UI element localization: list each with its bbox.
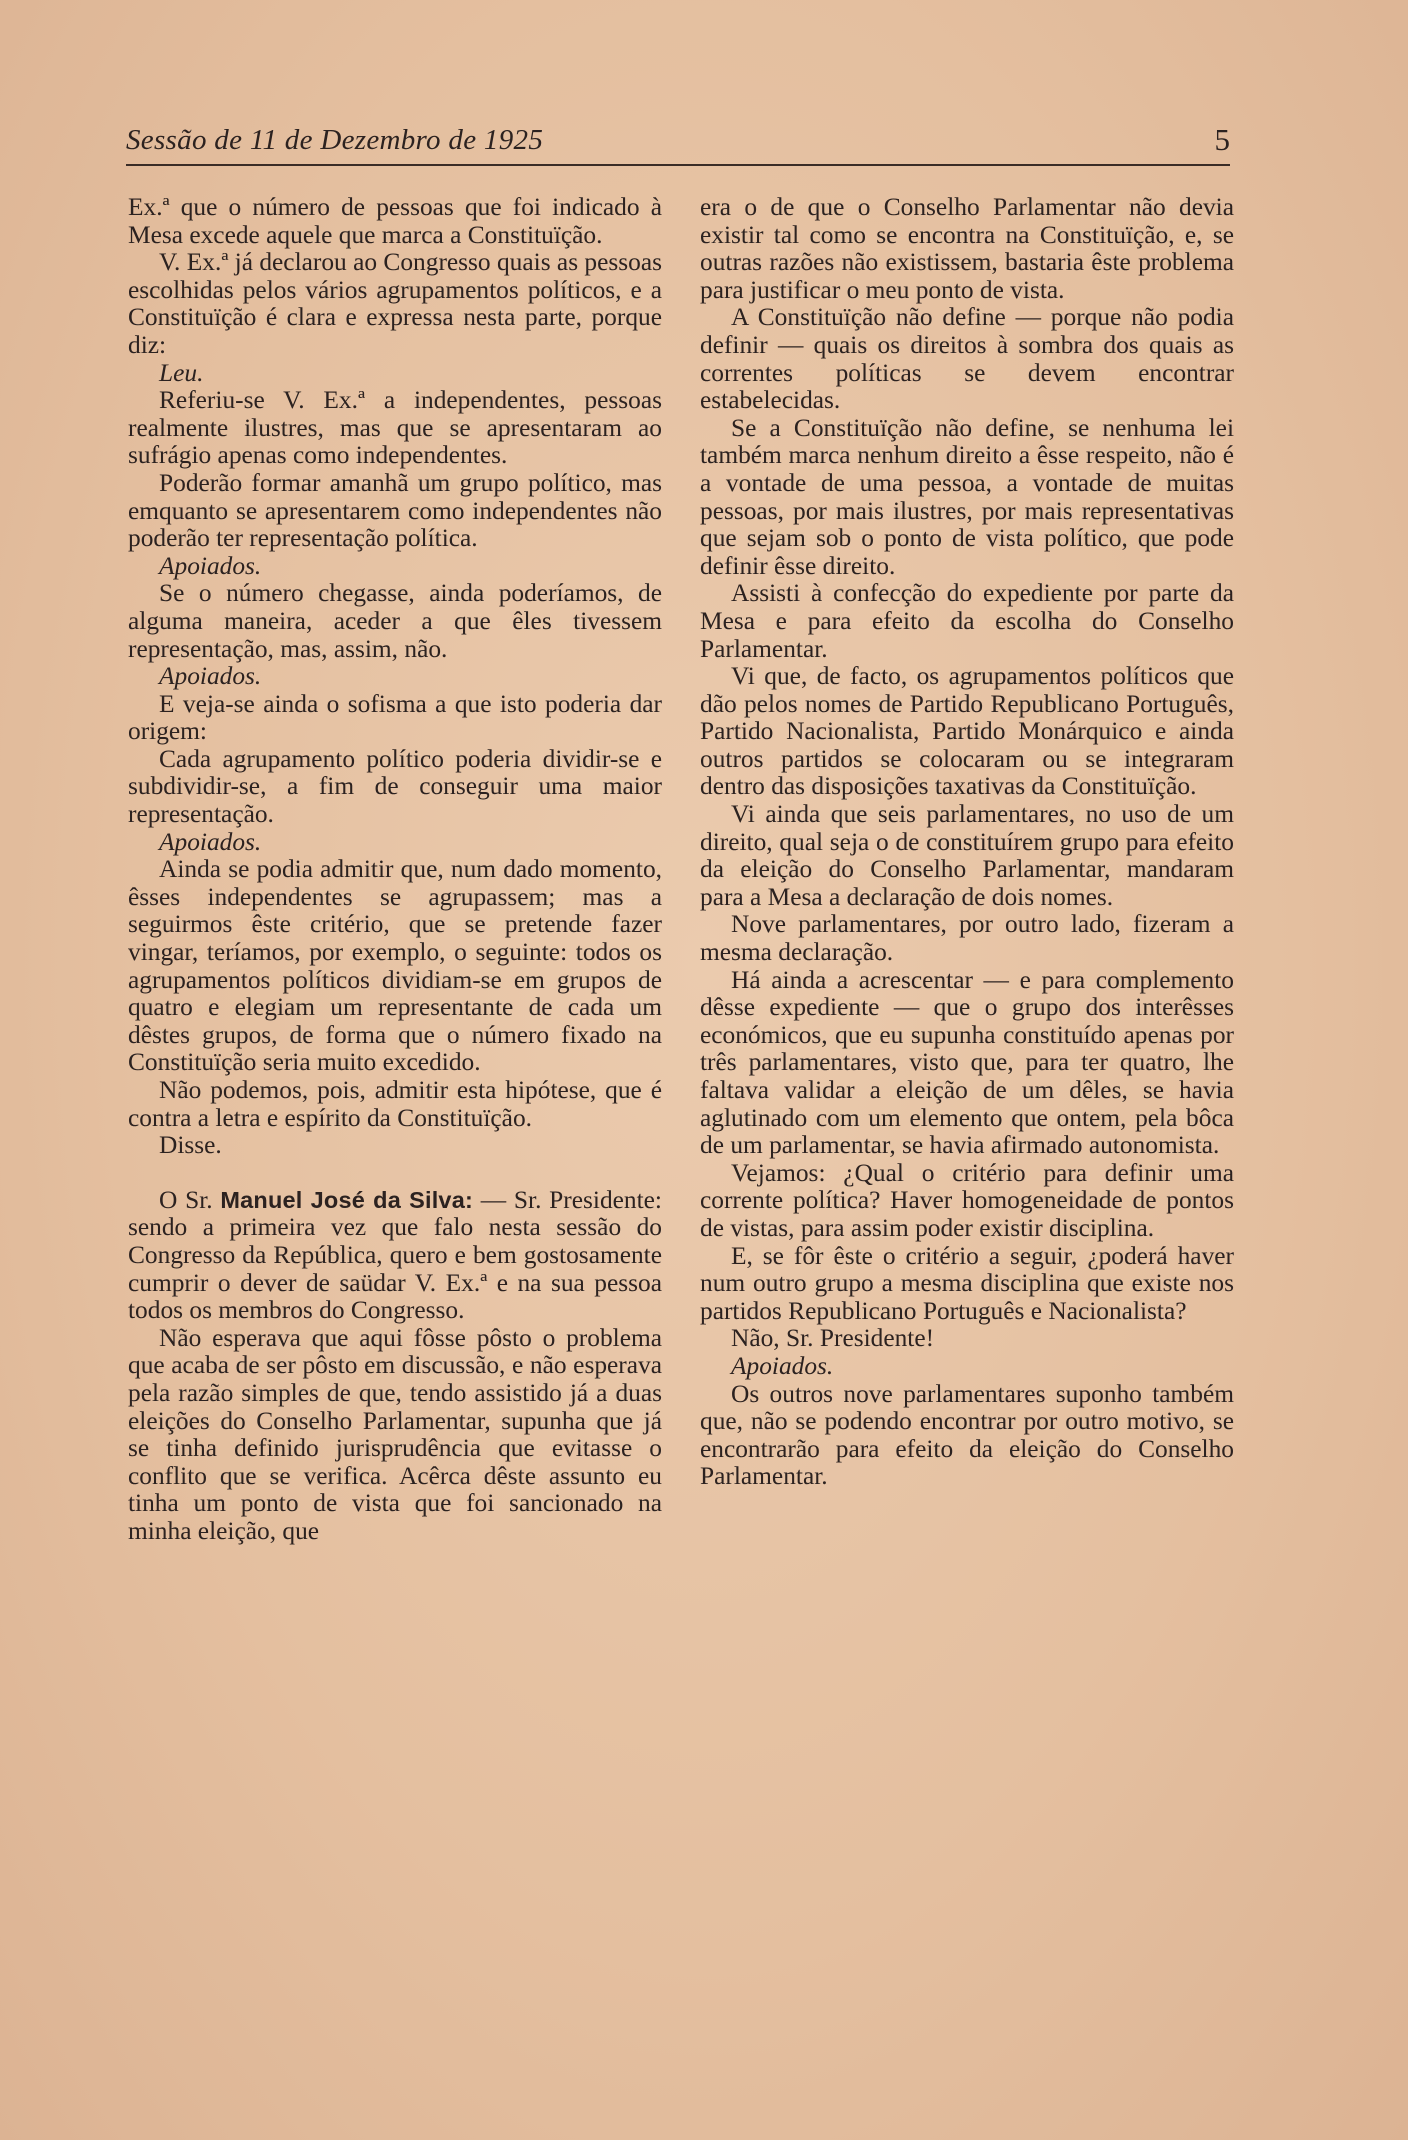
paragraph: Não esperava que aqui fôsse pôsto o problema que acaba de ser pôsto em discussão, e não esperava pela razão simples de que, tendo assistido já a duas eleições do Conselho Parlamentar, supunha que já se tinha definido jurisprudência que evitasse o conflito que se verifica. Acêrca dêste assunto eu tinha um ponto de vista que foi sancionado na minha eleição, que: [128, 1323, 662, 1545]
paragraph: Poderão formar amanhã um grupo político, mas emquanto se apresentarem como independentes não poderão ter representação política.: [128, 468, 662, 553]
paragraph: Nove parlamentares, por outro lado, fizeram a mesma declaração.: [700, 910, 1234, 967]
paragraph: Se o número chegasse, ainda poderíamos, de alguma maneira, aceder a que êles tivessem representação, mas, assim, não.: [128, 579, 662, 663]
paragraph: Assisti à confecção do expediente por parte da Mesa e para efeito da escolha do Conselho Parlamentar.: [700, 579, 1234, 663]
running-head: Sessão de 11 de Dezembro de 1925: [126, 124, 544, 156]
paragraph: Ainda se podia admitir que, num dado momento, êsses independentes se agrupassem; mas a seguirmos êste critério, que se pretende fazer vingar, teríamos, por exemplo, o seguinte: todos os agrupamentos políticos dividiam-se em grupos de quatro e elegiam um representante de cada um dêstes grupos, de forma que o número fixado na Constituïção seria muito excedido.: [128, 855, 662, 1077]
speech-text: — Sr. Presidente: sendo a primeira vez que falo nesta sessão do Congresso da República, quero e bem gostosamente cumprir o dever de saüdar V. Ex.ª e na sua pessoa todos os membros do Congresso.: [128, 1185, 662, 1325]
speech-prefix: O Sr.: [159, 1185, 221, 1214]
paragraph: Referiu-se V. Ex.ª a independentes, pessoas realmente ilustres, mas que se apresentaram ao sufrágio apenas como independentes.: [128, 386, 662, 470]
stage-direction: Apoiados.: [731, 1351, 834, 1380]
speaker-name: Manuel José da Silva:: [220, 1186, 473, 1213]
paragraph: era o de que o Conselho Parlamentar não devia existir tal como se encontra na Constituïção, e, se outras razões não existissem, bastaria êste problema para justificar o meu ponto de vista.: [700, 193, 1234, 304]
paragraph: Vejamos: ¿Qual o critério para definir uma corrente política? Haver homogeneidade de pontos de vistas, para assim poder existir disciplina.: [700, 1158, 1234, 1242]
paragraph: Vi que, de facto, os agrupamentos políticos que dão pelos nomes de Partido Republicano Português, Partido Nacionalista, Partido Monárquico e ainda outros partidos se colocaram ou se integraram dentro das disposições taxativas da Constituïção.: [700, 662, 1234, 801]
paragraph: Vi ainda que seis parlamentares, no uso de um direito, qual seja o de constituírem grupo para efeito da eleição do Conselho Parlamentar, mandaram para a Mesa a declaração de dois nomes.: [700, 800, 1234, 911]
paragraph: Cada agrupamento político poderia dividir-se e subdividir-se, a fim de conseguir uma maior representação.: [128, 744, 662, 829]
paragraph: Há ainda a acrescentar — e para complemento dêsse expediente — que o grupo dos interêsses económicos, que eu supunha constituído apenas por três parlamentares, visto que, para ter quatro, lhe faltava validar a eleição de um dêles, se havia aglutinado com um elemento que ontem, pela bôca de um parlamentar, se havia afirmado autonomista.: [700, 965, 1234, 1160]
paragraph: E veja-se ainda o sofisma a que isto poderia dar origem:: [128, 689, 662, 746]
paragraph: Se a Constituïção não define, se nenhuma lei também marca nenhum direito a êsse respeito, não é a vontade de uma pessoa, a vontade de muitas pessoas, por mais ilustres, por mais representativas que sejam sob o ponto de vista político, que pode definir êsse direito.: [700, 413, 1234, 580]
left-column: [128, 194, 662, 1546]
speech-paragraph: [128, 1187, 662, 1325]
paragraph: Ex.ª que o número de pessoas que foi indicado à Mesa excede aquele que marca a Constituïção.: [128, 193, 662, 249]
paragraph: A Constituïção não define — porque não podia definir — quais os direitos à sombra dos quais as correntes políticas se devem encontrar estabelecidas.: [700, 303, 1234, 415]
stage-direction: Apoiados.: [159, 662, 262, 691]
paragraph: E, se fôr êste o critério a seguir, ¿poderá haver num outro grupo a mesma disciplina que existe nos partidos Republicano Português e Nacionalista?: [700, 1241, 1234, 1325]
paragraph: Disse.: [159, 1131, 222, 1160]
page-header: [126, 118, 1230, 166]
stage-direction: Leu.: [159, 358, 204, 387]
right-column: [700, 194, 1234, 1491]
paragraph: Não, Sr. Presidente!: [731, 1324, 935, 1353]
paragraph: Não podemos, pois, admitir esta hipótese, que é contra a letra e espírito da Constituïção.: [128, 1076, 662, 1132]
stage-direction: Apoiados.: [159, 827, 262, 856]
paragraph: Os outros nove parlamentares suponho também que, não se podendo encontrar por outro motivo, se encontrarão para efeito da eleição do Conselho Parlamentar.: [700, 1379, 1234, 1491]
stage-direction: Apoiados.: [159, 551, 262, 580]
page-number: 5: [1214, 122, 1230, 157]
paragraph: V. Ex.ª já declarou ao Congresso quais as pessoas escolhidas pelos vários agrupamentos políticos, e a Constituïção é clara e expressa nesta parte, porque diz:: [128, 248, 662, 359]
